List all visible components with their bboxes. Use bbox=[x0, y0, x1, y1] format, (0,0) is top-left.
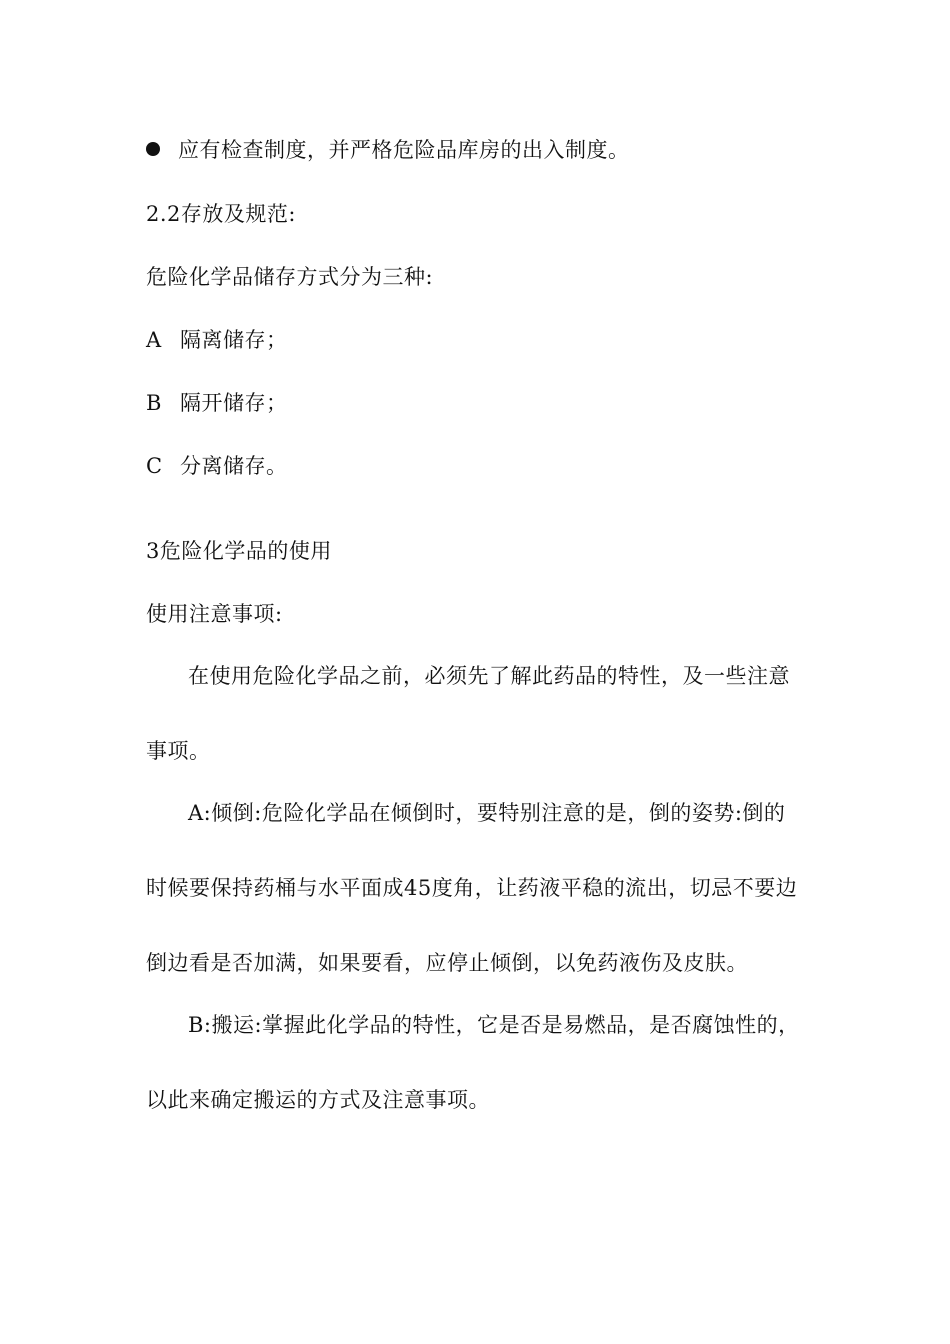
storage-intro: 危险化学品储存方式分为三种: bbox=[146, 265, 434, 289]
para2-line3: 倒边看是否加满，如果要看，应停止倾倒，以免药液伤及皮肤。 bbox=[146, 951, 748, 975]
para2-line1: A:倾倒:危险化学品在倾倒时，要特别注意的是，倒的姿势:倒的 bbox=[188, 801, 786, 825]
storage-item-b-text: 隔开储存； bbox=[180, 391, 288, 415]
bullet-item-text: 应有检查制度，并严格危险品库房的出入制度。 bbox=[178, 138, 630, 162]
para2-line2: 时候要保持药桶与水平面成45度角，让药液平稳的流出，切忌不要边 bbox=[146, 876, 798, 900]
para3-line1: B:搬运:掌握此化学品的特性，它是否是易燃品，是否腐蚀性的， bbox=[188, 1013, 800, 1037]
storage-item-a-letter: A bbox=[146, 328, 162, 352]
storage-item-a-text: 隔离储存； bbox=[180, 328, 288, 352]
para1-line2: 事项。 bbox=[146, 739, 211, 763]
storage-item-c bbox=[146, 452, 288, 480]
storage-item-b-letter: B bbox=[146, 391, 162, 415]
bullet-dot-icon bbox=[146, 142, 160, 156]
para1-line1: 在使用危险化学品之前，必须先了解此药品的特性，及一些注意 bbox=[188, 664, 790, 688]
storage-item-c-text: 分离储存。 bbox=[180, 454, 288, 478]
para3-line2: 以此来确定搬运的方式及注意事项。 bbox=[146, 1088, 490, 1112]
storage-item-a bbox=[146, 326, 288, 354]
storage-item-b bbox=[146, 389, 288, 417]
usage-notes-subheading: 使用注意事项: bbox=[146, 602, 283, 626]
section-3-heading: 3危险化学品的使用 bbox=[146, 539, 332, 563]
storage-item-c-letter: C bbox=[146, 454, 163, 478]
section-2-2-heading: 2.2存放及规范: bbox=[146, 202, 296, 226]
